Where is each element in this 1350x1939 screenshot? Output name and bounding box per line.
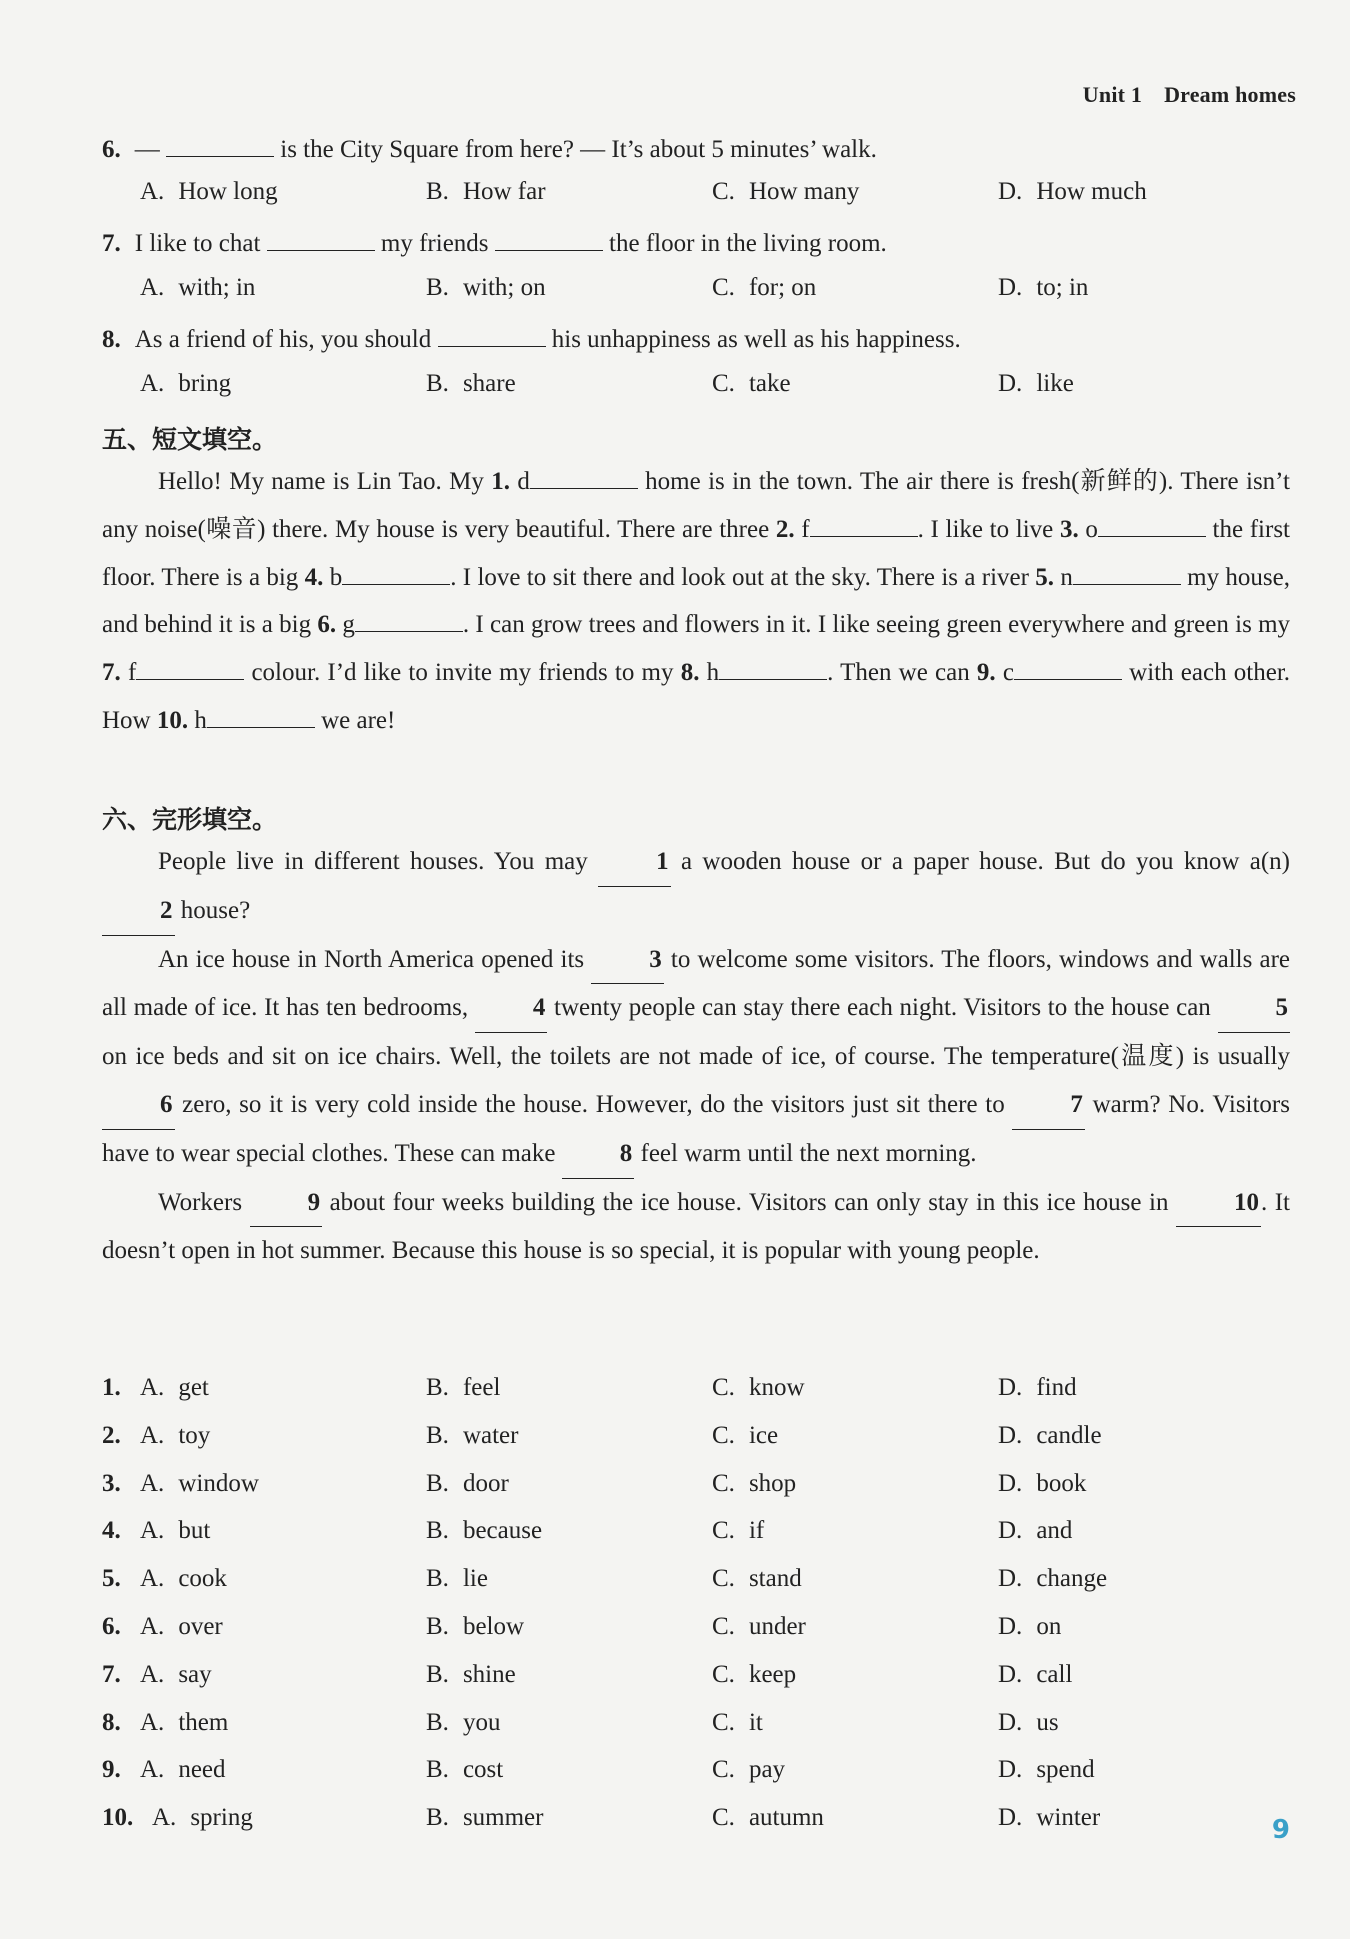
question-6 [102,136,877,162]
section-5-title: 五、短文填空。 [102,425,278,454]
cloze-option-d[interactable]: D. change [998,1565,1108,1593]
cloze-option-a[interactable]: A. but [140,1517,211,1545]
cloze-option-c[interactable]: C. stand [712,1565,802,1593]
option-c[interactable]: C. for; on [712,274,817,301]
option-d[interactable]: D. How much [998,178,1147,205]
cloze-option-d[interactable]: D. find [998,1374,1077,1401]
answer-blank[interactable] [438,326,546,347]
question-number: 7. [102,230,121,257]
page-header [1061,82,1296,108]
cloze-option-a[interactable]: A. them [140,1708,229,1736]
option-a[interactable]: A. bring [140,370,232,397]
option-c[interactable]: C. take [712,370,791,397]
question-7 [102,230,887,256]
cloze-question-number: 6. [102,1613,121,1640]
cloze-option-a[interactable]: A. need [140,1756,226,1784]
answer-blank[interactable] [1073,564,1181,585]
option-d[interactable]: D. to; in [998,274,1089,301]
cloze-question-number: 2. [102,1421,121,1449]
cloze-question-number: 9. [102,1756,121,1784]
section-5-passage: Hello! My name is Lin Tao. My 1. d home is in the town. The air there is fresh(新鲜的). There isn’t any noise(噪音) there. My house is very beautiful. There are three 2. f . I like to live 3. o the first floor. There is a big 4. b . I love to sit there and look out at the sky. There is a river 5. n my house, and behind it is a big 6. g . I can grow trees and flowers in it. I like seeing green everywhere and green is my 7. f colour. I’d like to invite my friends to my 8. h . Then we can 9. c with each other. How 10. h we are! [102,468,1291,734]
cloze-option-d[interactable]: D. book [998,1469,1087,1497]
cloze-option-b[interactable]: B. feel [426,1374,501,1401]
question-text: is the City Square from here? — It’s about 5 minutes’ walk. [274,136,877,163]
cloze-option-c[interactable]: C. ice [712,1421,779,1449]
section-6-passage: People live in different houses. You may 1 a wooden house or a paper house. But do you know a(n) 2 house? An ice house in North America opened its 3 to welcome some visitors. The floors, windows and walls are all made of ice. It has ten bedrooms, 4 twenty people can stay there each night. Visitors to the house can 5 on ice beds and sit on ice chairs. Well, the toilets are not made of ice, of course. The temperature(温度) is usually 6 zero, so it is very cold inside the house. However, do the visitors just sit there to 7 warm? No. Visitors have to wear special clothes. These can make 8 feel warm until the next morning. Workers 9 about four weeks building the ice house. Visitors can only stay in this ice house in 10. It doesn’t open in hot summer. Because this house is so special, it is popular with young people. [102,838,1290,1275]
cloze-question-number: 5. [102,1565,121,1593]
cloze-option-c[interactable]: C. under [712,1613,806,1640]
cloze-option-a[interactable]: A. over [140,1613,223,1640]
answer-blank[interactable] [719,659,827,680]
cloze-question-number: 8. [102,1708,121,1736]
cloze-option-b[interactable]: B. door [426,1469,509,1497]
cloze-option-c[interactable]: C. keep [712,1660,797,1688]
unit-title: Dream homes [1164,82,1296,107]
cloze-option-c[interactable]: C. know [712,1374,805,1401]
cloze-question-number: 7. [102,1660,121,1688]
answer-blank[interactable] [136,659,244,680]
answer-blank[interactable] [355,611,463,632]
answer-blank[interactable] [207,707,315,728]
question-text: As a friend of his, you should [134,326,438,353]
option-a[interactable]: A. with; in [140,274,256,301]
cloze-option-b[interactable]: B. because [426,1517,543,1545]
cloze-option-d[interactable]: D. call [998,1660,1073,1688]
cloze-option-b[interactable]: B. shine [426,1660,516,1688]
cloze-option-d[interactable]: D. us [998,1708,1059,1736]
option-b[interactable]: B. share [426,370,516,397]
answer-blank[interactable] [166,136,274,157]
cloze-option-b[interactable]: B. summer [426,1804,544,1832]
cloze-option-a[interactable]: A. say [140,1660,212,1688]
question-text: I like to chat [134,230,267,257]
question-8 [102,326,961,352]
answer-blank[interactable] [810,516,918,537]
question-number: 8. [102,326,121,353]
unit-label: Unit 1 [1082,82,1143,107]
cloze-option-a[interactable]: A. window [140,1469,259,1497]
question-text: my friends [374,230,495,257]
option-d[interactable]: D. like [998,370,1074,397]
cloze-option-c[interactable]: C. shop [712,1469,797,1497]
option-b[interactable]: B. How far [426,178,546,205]
answer-blank[interactable] [1098,516,1206,537]
cloze-option-d[interactable]: D. on [998,1613,1062,1640]
answer-blank[interactable] [530,468,638,489]
cloze-option-c[interactable]: C. it [712,1708,763,1736]
cloze-option-d[interactable]: D. and [998,1517,1073,1545]
answer-blank[interactable] [267,230,375,251]
cloze-option-d[interactable]: D. spend [998,1756,1095,1784]
cloze-option-c[interactable]: C. autumn [712,1804,824,1832]
question-number: 6. [102,136,121,163]
option-b[interactable]: B. with; on [426,274,546,301]
cloze-question-number: 3. [102,1469,121,1497]
cloze-option-d[interactable]: D. winter [998,1804,1101,1832]
cloze-option-b[interactable]: B. you [426,1708,501,1736]
cloze-option-b[interactable]: B. lie [426,1565,488,1593]
answer-blank[interactable] [342,564,450,585]
cloze-option-b[interactable]: B. cost [426,1756,504,1784]
question-text: his unhappiness as well as his happiness. [545,326,961,353]
option-c[interactable]: C. How many [712,178,860,205]
cloze-option-a[interactable]: A. toy [140,1421,211,1449]
cloze-question-number: 4. [102,1517,121,1545]
question-text: — [134,136,166,163]
cloze-option-c[interactable]: C. if [712,1517,765,1545]
cloze-option-a[interactable]: A. get [140,1374,209,1401]
cloze-question-number: 10. [102,1804,134,1832]
cloze-option-c[interactable]: C. pay [712,1756,786,1784]
answer-blank[interactable] [1014,659,1122,680]
cloze-option-a[interactable]: A. cook [140,1565,227,1593]
page-number: 9 [1271,1815,1290,1845]
section-6-title: 六、完形填空。 [102,805,278,834]
cloze-option-b[interactable]: B. below [426,1613,525,1640]
cloze-option-b[interactable]: B. water [426,1421,519,1449]
question-text: the floor in the living room. [602,230,887,257]
cloze-option-d[interactable]: D. candle [998,1421,1102,1449]
answer-blank[interactable] [495,230,603,251]
cloze-question-number: 1. [102,1374,121,1401]
cloze-option-a[interactable]: A. spring [152,1804,253,1832]
option-a[interactable]: A. How long [140,178,278,205]
